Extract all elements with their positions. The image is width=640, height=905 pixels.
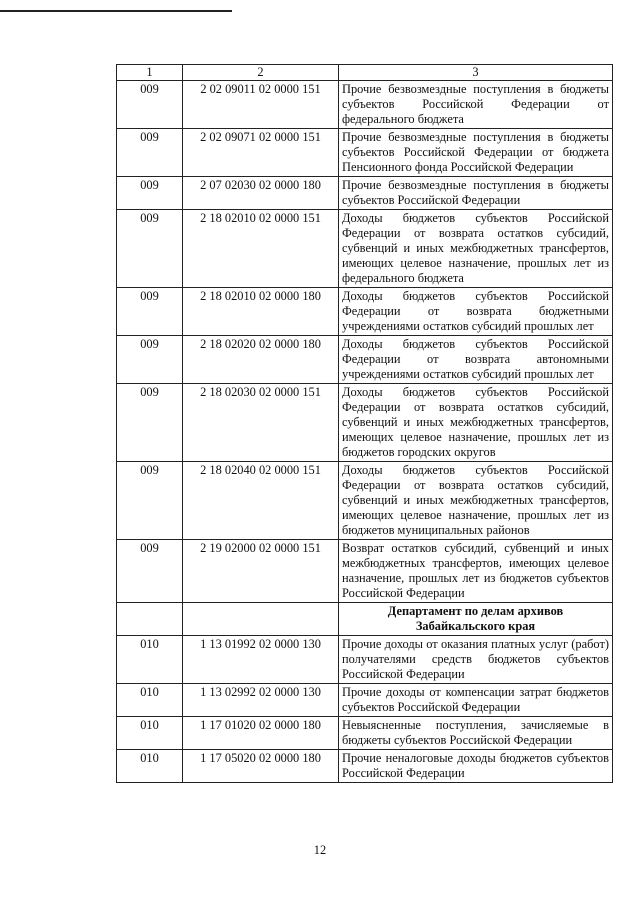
- admin-code-cell: 009: [117, 288, 183, 336]
- revenue-code-cell: 2 02 09071 02 0000 151: [183, 129, 339, 177]
- table-row: [117, 210, 613, 288]
- admin-code-cell: 009: [117, 129, 183, 177]
- description-cell: Прочие доходы от оказания платных услуг (работ) получателями средств бюджетов субъектов Российской Федерации: [339, 636, 613, 684]
- table-row: [117, 129, 613, 177]
- revenue-code-cell: 1 13 02992 02 0000 130: [183, 684, 339, 717]
- admin-code-cell: 009: [117, 177, 183, 210]
- empty-cell: [183, 603, 339, 636]
- admin-code-cell: 010: [117, 636, 183, 684]
- description-cell: Доходы бюджетов субъектов Российской Федерации от возврата остатков субсидий, субвенций и иных межбюджетных трансфертов, имеющих целевое назначение, прошлых лет из бюджетов муниципальных районов: [339, 462, 613, 540]
- header-col-2: 2: [183, 65, 339, 81]
- admin-code-cell: 009: [117, 81, 183, 129]
- admin-code-cell: 010: [117, 750, 183, 783]
- revenue-code-cell: 2 19 02000 02 0000 151: [183, 540, 339, 603]
- table-row: [117, 462, 613, 540]
- revenue-code-cell: 2 18 02010 02 0000 180: [183, 288, 339, 336]
- description-cell: Прочие неналоговые доходы бюджетов субъектов Российской Федерации: [339, 750, 613, 783]
- table-row: [117, 336, 613, 384]
- revenue-code-cell: 2 18 02040 02 0000 151: [183, 462, 339, 540]
- revenue-code-cell: 2 18 02020 02 0000 180: [183, 336, 339, 384]
- description-cell: Доходы бюджетов субъектов Российской Федерации от возврата остатков субсидий, субвенций и иных межбюджетных трансфертов, имеющих целевое назначение, прошлых лет из бюджетов городских округов: [339, 384, 613, 462]
- top-rule: [0, 10, 232, 12]
- description-cell: Прочие безвозмездные поступления в бюджеты субъектов Российской Федерации от федерального бюджета: [339, 81, 613, 129]
- admin-code-cell: 009: [117, 336, 183, 384]
- revenue-code-cell: 1 17 01020 02 0000 180: [183, 717, 339, 750]
- revenue-code-cell: 2 18 02030 02 0000 151: [183, 384, 339, 462]
- admin-code-cell: 009: [117, 540, 183, 603]
- description-cell: Возврат остатков субсидий, субвенций и иных межбюджетных трансфертов, имеющих целевое назначение, прошлых лет из бюджетов субъектов Российской Федерации: [339, 540, 613, 603]
- table-row: [117, 636, 613, 684]
- empty-cell: [117, 603, 183, 636]
- revenue-code-cell: 2 18 02010 02 0000 151: [183, 210, 339, 288]
- description-cell: Доходы бюджетов субъектов Российской Федерации от возврата остатков субсидий, субвенций и иных межбюджетных трансфертов, имеющих целевое назначение, прошлых лет из федерального бюджета: [339, 210, 613, 288]
- table-row: [117, 288, 613, 336]
- description-cell: Прочие доходы от компенсации затрат бюджетов субъектов Российской Федерации: [339, 684, 613, 717]
- revenue-code-cell: 1 17 05020 02 0000 180: [183, 750, 339, 783]
- page-number: 12: [313, 843, 327, 857]
- admin-code-cell: 010: [117, 717, 183, 750]
- header-col-1: 1: [117, 65, 183, 81]
- description-cell: Доходы бюджетов субъектов Российской Федерации от возврата автономными учреждениями остатков субсидий прошлых лет: [339, 336, 613, 384]
- admin-code-cell: 010: [117, 684, 183, 717]
- revenue-code-cell: 2 07 02030 02 0000 180: [183, 177, 339, 210]
- revenue-codes-table: [116, 64, 613, 783]
- table-header-row: [117, 65, 613, 81]
- description-cell: Прочие безвозмездные поступления в бюджеты субъектов Российской Федерации: [339, 177, 613, 210]
- admin-code-cell: 009: [117, 462, 183, 540]
- description-cell: Прочие безвозмездные поступления в бюджеты субъектов Российской Федерации от бюджета Пенсионного фонда Российской Федерации: [339, 129, 613, 177]
- table-row: [117, 177, 613, 210]
- department-heading: [339, 603, 613, 636]
- header-col-3: 3: [339, 65, 613, 81]
- table-row: [117, 684, 613, 717]
- description-cell: Невыясненные поступления, зачисляемые в бюджеты субъектов Российской Федерации: [339, 717, 613, 750]
- department-heading-line-2: Забайкальского края: [415, 619, 536, 633]
- department-heading-row: [117, 603, 613, 636]
- table-row: [117, 540, 613, 603]
- table-row: [117, 384, 613, 462]
- admin-code-cell: 009: [117, 210, 183, 288]
- description-cell: Доходы бюджетов субъектов Российской Федерации от возврата бюджетными учреждениями остатков субсидий прошлых лет: [339, 288, 613, 336]
- department-heading-line-1: Департамент по делам архивов: [387, 604, 564, 618]
- admin-code-cell: 009: [117, 384, 183, 462]
- table-row: [117, 717, 613, 750]
- revenue-code-cell: 1 13 01992 02 0000 130: [183, 636, 339, 684]
- revenue-code-cell: 2 02 09011 02 0000 151: [183, 81, 339, 129]
- table-row: [117, 750, 613, 783]
- table-row: [117, 81, 613, 129]
